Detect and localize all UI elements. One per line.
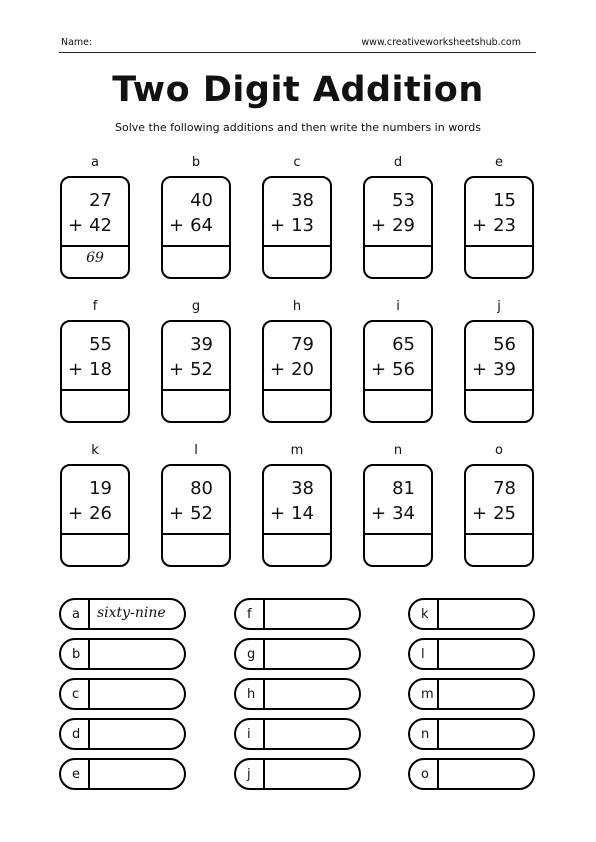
- second-addend: 29: [392, 215, 415, 236]
- problem-letter: o: [495, 443, 503, 458]
- second-addend: 34: [392, 503, 415, 524]
- word-answer-divider: [88, 600, 90, 628]
- page-title: Two Digit Addition: [112, 70, 484, 110]
- second-addend: 39: [493, 359, 516, 380]
- answer-divider: [365, 389, 431, 391]
- addition-problem: [262, 176, 332, 279]
- plus-sign: +: [270, 359, 286, 380]
- plus-sign: +: [371, 503, 387, 524]
- answer-divider: [163, 245, 229, 247]
- problem-letter: e: [495, 155, 503, 170]
- plus-sign: +: [371, 359, 387, 380]
- problem-letter: a: [91, 155, 99, 170]
- first-addend: 38: [291, 190, 314, 211]
- word-answer-letter: h: [247, 687, 256, 702]
- word-answer-box: [408, 598, 535, 630]
- addition-problem: [60, 464, 130, 567]
- word-answer-letter: c: [72, 687, 80, 702]
- word-answer-box: [234, 758, 361, 790]
- plus-sign: +: [371, 215, 387, 236]
- word-answer-divider: [263, 680, 265, 708]
- addition-problem: [363, 176, 433, 279]
- word-answer-divider: [263, 600, 265, 628]
- problem-letter: m: [290, 443, 304, 458]
- plus-sign: +: [169, 359, 185, 380]
- word-answer-letter: g: [247, 647, 256, 662]
- second-addend-row: [472, 359, 516, 380]
- second-addend-row: [68, 359, 112, 380]
- addition-problem: [262, 320, 332, 423]
- answer-divider: [264, 533, 330, 535]
- plus-sign: +: [270, 503, 286, 524]
- website-url: www.creativeworksheetshub.com: [361, 37, 521, 48]
- answer-field[interactable]: 69: [86, 250, 104, 266]
- addition-problem: [363, 320, 433, 423]
- addition-problem: [464, 464, 534, 567]
- word-answer-box: [59, 758, 186, 790]
- word-answer-divider: [437, 680, 439, 708]
- answer-divider: [62, 533, 128, 535]
- first-addend: 19: [89, 478, 112, 499]
- answer-divider: [163, 389, 229, 391]
- plus-sign: +: [270, 215, 286, 236]
- word-answer-letter: e: [72, 767, 80, 782]
- first-addend: 79: [291, 334, 314, 355]
- addition-problem: [262, 464, 332, 567]
- second-addend: 56: [392, 359, 415, 380]
- first-addend: 81: [392, 478, 415, 499]
- problem-letter: c: [293, 155, 301, 170]
- answer-divider: [365, 245, 431, 247]
- word-answer-divider: [88, 640, 90, 668]
- second-addend-row: [270, 503, 314, 524]
- second-addend-row: [270, 215, 314, 236]
- plus-sign: +: [472, 215, 488, 236]
- plus-sign: +: [472, 359, 488, 380]
- answer-divider: [264, 389, 330, 391]
- word-answer-box: [234, 718, 361, 750]
- word-answer-divider: [88, 680, 90, 708]
- first-addend: 40: [190, 190, 213, 211]
- word-answer-box: [408, 758, 535, 790]
- first-addend: 80: [190, 478, 213, 499]
- addition-problem: [464, 320, 534, 423]
- instructions: Solve the following additions and then write the numbers in words: [115, 121, 481, 134]
- word-answer-divider: [263, 640, 265, 668]
- word-answer-letter: a: [72, 607, 80, 622]
- word-answer-field[interactable]: sixty-nine: [97, 605, 166, 621]
- second-addend-row: [472, 503, 516, 524]
- problem-letter: j: [497, 299, 501, 314]
- word-answer-divider: [88, 760, 90, 788]
- answer-divider: [466, 389, 532, 391]
- first-addend: 27: [89, 190, 112, 211]
- answer-divider: [466, 533, 532, 535]
- name-label: Name:: [61, 37, 93, 48]
- second-addend-row: [169, 359, 213, 380]
- first-addend: 38: [291, 478, 314, 499]
- word-answer-divider: [437, 760, 439, 788]
- second-addend: 25: [493, 503, 516, 524]
- word-answer-box: [59, 678, 186, 710]
- plus-sign: +: [169, 215, 185, 236]
- addition-problem: [161, 320, 231, 423]
- second-addend: 26: [89, 503, 112, 524]
- second-addend: 52: [190, 503, 213, 524]
- name-line: [59, 52, 536, 53]
- second-addend: 64: [190, 215, 213, 236]
- problem-letter: b: [191, 155, 201, 170]
- addition-problem: [161, 176, 231, 279]
- word-answer-box: [408, 638, 535, 670]
- addition-problem: [60, 176, 130, 279]
- answer-divider: [365, 533, 431, 535]
- first-addend: 56: [493, 334, 516, 355]
- word-answer-letter: n: [421, 727, 430, 742]
- word-answer-letter: o: [421, 767, 429, 782]
- word-answer-divider: [263, 760, 265, 788]
- problem-letter: l: [194, 443, 198, 458]
- second-addend: 18: [89, 359, 112, 380]
- second-addend: 13: [291, 215, 314, 236]
- problem-letter: k: [91, 443, 99, 458]
- word-answer-box: [59, 718, 186, 750]
- second-addend-row: [270, 359, 314, 380]
- problem-letter: f: [92, 299, 98, 314]
- plus-sign: +: [68, 359, 84, 380]
- second-addend-row: [371, 503, 415, 524]
- word-answer-divider: [437, 640, 439, 668]
- word-answer-letter: d: [72, 727, 81, 742]
- answer-divider: [163, 533, 229, 535]
- addition-problem: [363, 464, 433, 567]
- problem-letter: d: [393, 155, 403, 170]
- word-answer-box: [234, 638, 361, 670]
- second-addend-row: [371, 215, 415, 236]
- second-addend: 14: [291, 503, 314, 524]
- word-answer-letter: m: [421, 687, 434, 702]
- word-answer-box: [408, 678, 535, 710]
- answer-divider: [264, 245, 330, 247]
- plus-sign: +: [68, 503, 84, 524]
- word-answer-divider: [437, 600, 439, 628]
- addition-problem: [464, 176, 534, 279]
- word-answer-box: [59, 598, 186, 630]
- first-addend: 15: [493, 190, 516, 211]
- problem-letter: h: [292, 299, 302, 314]
- word-answer-letter: i: [247, 727, 251, 742]
- word-answer-letter: k: [421, 607, 429, 622]
- first-addend: 39: [190, 334, 213, 355]
- first-addend: 55: [89, 334, 112, 355]
- first-addend: 78: [493, 478, 516, 499]
- word-answer-box: [408, 718, 535, 750]
- word-answer-letter: j: [247, 767, 251, 782]
- second-addend-row: [472, 215, 516, 236]
- problem-letter: g: [191, 299, 201, 314]
- second-addend-row: [169, 503, 213, 524]
- word-answer-box: [59, 638, 186, 670]
- word-answer-divider: [263, 720, 265, 748]
- addition-problem: [161, 464, 231, 567]
- word-answer-box: [234, 598, 361, 630]
- second-addend: 52: [190, 359, 213, 380]
- plus-sign: +: [169, 503, 185, 524]
- second-addend-row: [68, 503, 112, 524]
- answer-divider: [466, 245, 532, 247]
- first-addend: 53: [392, 190, 415, 211]
- problem-letter: n: [393, 443, 403, 458]
- problem-letter: i: [396, 299, 400, 314]
- second-addend-row: [371, 359, 415, 380]
- second-addend: 20: [291, 359, 314, 380]
- first-addend: 65: [392, 334, 415, 355]
- word-answer-divider: [88, 720, 90, 748]
- second-addend: 42: [89, 215, 112, 236]
- word-answer-letter: f: [247, 607, 252, 622]
- plus-sign: +: [472, 503, 488, 524]
- answer-divider: [62, 389, 128, 391]
- addition-problem: [60, 320, 130, 423]
- second-addend: 23: [493, 215, 516, 236]
- second-addend-row: [169, 215, 213, 236]
- plus-sign: +: [68, 215, 84, 236]
- word-answer-box: [234, 678, 361, 710]
- answer-divider: [62, 245, 128, 247]
- second-addend-row: [68, 215, 112, 236]
- word-answer-divider: [437, 720, 439, 748]
- word-answer-letter: b: [72, 647, 81, 662]
- word-answer-letter: l: [421, 647, 425, 662]
